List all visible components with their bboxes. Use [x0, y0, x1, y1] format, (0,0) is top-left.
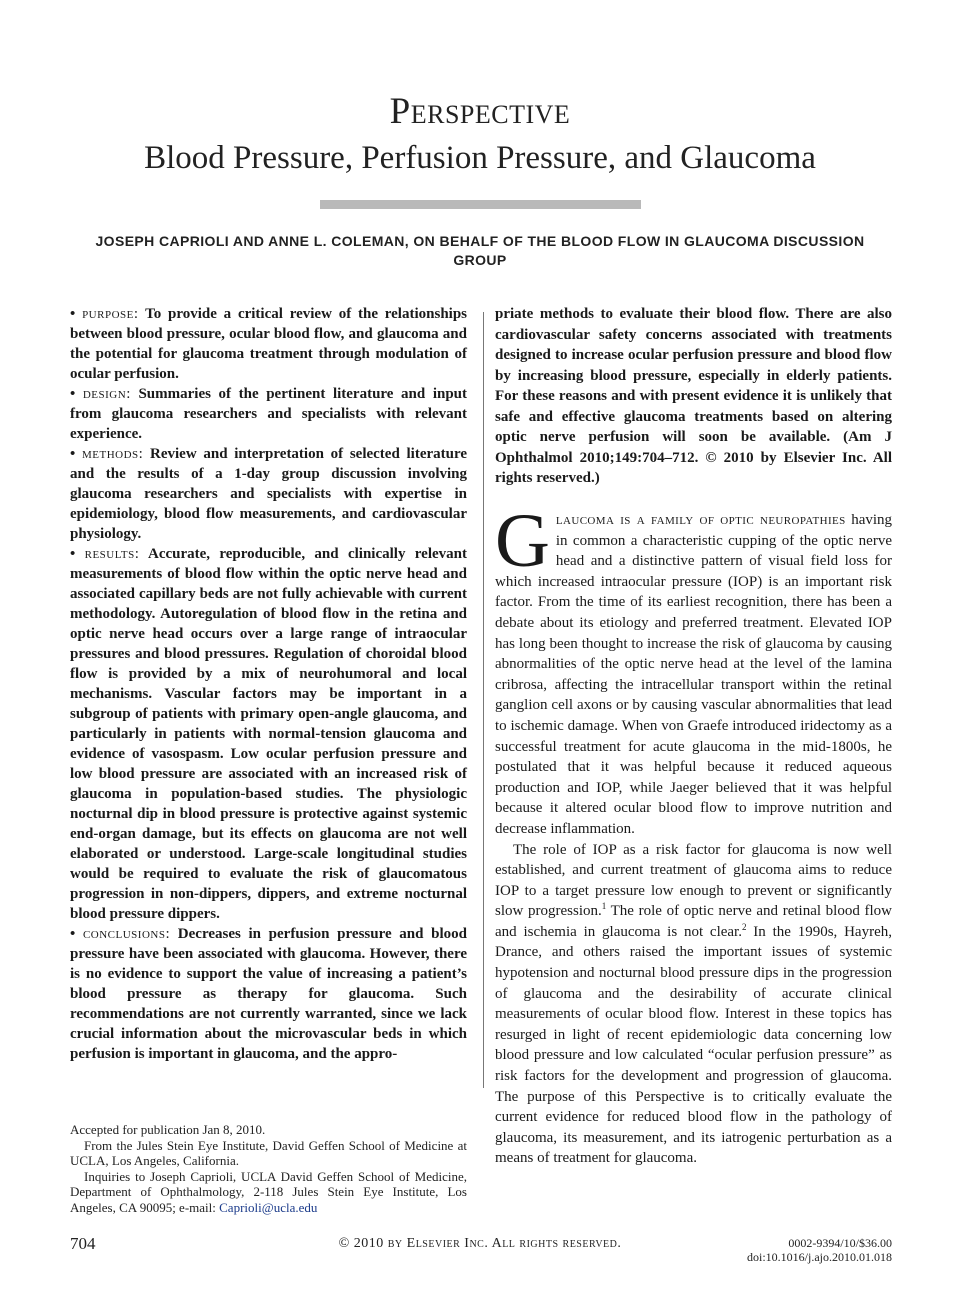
bullet-icon: •: [70, 546, 76, 562]
paragraph-2-text-a: The role of IOP as a risk factor for glaucoma is now well established, and current treatment of glaucoma aims to reduce IOP to a target pressure low enough to prevent or significantly slow progression.: [495, 841, 892, 920]
lead-in: laucoma is a family of optic neuropathies: [555, 512, 846, 528]
doi: doi:10.1016/j.ajo.2010.01.018: [747, 1250, 892, 1264]
footnotes: [70, 1122, 467, 1215]
bullet-icon: •: [70, 386, 76, 402]
purpose-text: To provide a critical review of the relationships between blood pressure, ocular blood flow, and glaucoma and the potential for glaucoma treatment through modulation of ocular perfusion.: [70, 306, 468, 382]
footnote-accepted: Accepted for publication Jan 8, 2010.: [70, 1122, 266, 1137]
abstract-results: [70, 544, 467, 924]
issn: 0002-9394/10/$36.00: [788, 1236, 892, 1250]
abstract-design: [70, 384, 467, 444]
page-number: 704: [70, 1234, 96, 1253]
reference-1[interactable]: 1: [601, 901, 607, 912]
abstract-methods: [70, 444, 467, 544]
body-paragraph-2: [495, 840, 892, 1170]
bullet-icon: •: [70, 446, 76, 462]
methods-text: Review and interpretation of selected literature and the results of a 1-day group discussion involving glaucoma researchers and specialists with expertise in epidemiology, blood flow measurements, and cardiovascular physiology.: [70, 446, 468, 542]
results-text: Accurate, reproducible, and clinically relevant measurements of blood flow within the optic nerve head and associated capillary beds are not fully achievable with current methodology. Autoregulation of blood flow in the retina and optic nerve head occurs over a large range of intraocular pressures and blood pressures. Regulation of choroidal blood flow is provided by a mix of neurohumoral and local mechanisms. Vascular factors may be important in a subgroup of patients with primary open-angle glaucoma, and particularly in patients with normal-tension glaucoma and evidence of vasospasm. Low ocular perfusion pressure and low blood pressure are associated with an increased risk of glaucoma in population-based studies. The physiologic nocturnal dip in blood pressure is protective against systemic end-organ damage, but its effects on glaucoma are not well elaborated or understood. Large-scale longitudinal studies would be required to evaluate the risk of glaucomatous progression in non-dippers, dippers, and extreme nocturnal blood pressure dippers.: [70, 546, 467, 922]
bullet-icon: •: [70, 926, 76, 942]
author-list: JOSEPH CAPRIOLI AND ANNE L. COLEMAN, ON BEHALF OF THE BLOOD FLOW IN GLAUCOMA DISCUSSION GROUP: [95, 233, 865, 268]
methods-label: methods:: [81, 446, 144, 462]
abstract-purpose: [70, 304, 467, 384]
purpose-label: purpose:: [82, 306, 139, 322]
column-divider: [483, 312, 484, 1088]
section-title: Perspective: [389, 91, 571, 132]
email-link[interactable]: Caprioli@ucla.edu: [219, 1199, 318, 1215]
conclusions-text: Decreases in perfusion pressure and blood pressure have been associated with glaucoma. However, there is no evidence to support the value of increasing a patient’s blood pressure as therapy for glaucoma. Such recommendations are not currently warranted, since we lack crucial information about the microvascular beds in which perfusion is important in glaucoma, and the appro-: [70, 926, 467, 1062]
conclusions-label: conclusions:: [82, 926, 171, 942]
body-text: [495, 499, 893, 1169]
reference-2[interactable]: 2: [741, 921, 747, 932]
paragraph-1-text: having in common a characteristic cupping of the optic nerve head and a distinctive pattern of visual field loss for which increased intraocular pressure (IOP) is an important risk factor. From the time of its earliest recognition, there has been a debate about its etiology and preferred treatment. Elevated IOP has long been thought to increase the risk of glaucoma by causing abnormalities of the optic nerve head at the level of the lamina cribrosa, affecting the intracellular transport within the retinal ganglion cell axons or by causing vascular abnormalities that lead to ischemic damage. When von Graefe introduced iridectomy as a successful treatment for acute glaucoma in the mid-1800s, he postulated that it was helpful because it reduced aqueous production and IOP, while Jaeger believed that it was helpful because it altered ocular blood flow to improve nutrition and decrease inflammation.: [495, 512, 893, 837]
design-label: design:: [82, 386, 131, 402]
paragraph-2-text-b: The role of optic nerve and retinal blood flow and ischemia in glaucoma is not clear.: [495, 903, 893, 940]
body-paragraph-1: [495, 499, 893, 840]
article-title: Blood Pressure, Perfusion Pressure, and Glaucoma: [144, 140, 816, 176]
drop-cap: G: [495, 499, 550, 583]
results-label: results:: [84, 546, 140, 562]
abstract-conclusions: [70, 924, 467, 1064]
abstract: [70, 304, 467, 1064]
title-divider: [320, 200, 641, 209]
paragraph-2-text-c: In the 1990s, Hayreh, Drance, and others raised the important issues of systemic hypotension and nocturnal blood pressure dips in the progression of glaucoma and the desirability of accurate clinical measurements of ocular blood flow. Interest in these topics has resurged in light of recent epidemiologic data concerning low blood pressure and low calculated “ocular perfusion pressure” as risk factors for the development and progression of glaucoma. The purpose of this Perspective is to critically evaluate the current evidence for reduced blood flow in the pathology of glaucoma, its measurement, and its iatrogenic perturbation as a means of treatment for glaucoma.: [495, 923, 892, 1167]
publication-ids: [747, 1236, 892, 1264]
abstract-conclusions-continued: priate methods to evaluate their blood flow. There are also cardiovascular safety concerns associated with treatments designed to increase ocular perfusion pressure and blood flow by increasing blood pressure, especially in elderly patients. For these reasons and with present evidence it is unlikely that safe and effective glaucoma treatments based on altering optic nerve perfusion will soon be available. (Am J Ophthalmol 2010;149:704–712. © 2010 by Elsevier Inc. All rights reserved.): [495, 306, 892, 486]
footnote-inquiries: [70, 1169, 467, 1216]
inquiries-text: Inquiries to Joseph Caprioli, UCLA David Geffen School of Medicine, Department of Ophthalmology, 2-118 Jules Stein Eye Institute, Los Angeles, CA 90095; e-mail:: [70, 1168, 467, 1215]
footnote-affiliation: From the Jules Stein Eye Institute, David Geffen School of Medicine at UCLA, Los Angeles, California.: [70, 1137, 467, 1168]
design-text: Summaries of the pertinent literature and input from glaucoma researchers and specialists with relevant experience.: [70, 386, 468, 442]
copyright: © 2010 by Elsevier Inc. All rights reserved.: [338, 1236, 622, 1251]
bullet-icon: •: [70, 306, 76, 322]
